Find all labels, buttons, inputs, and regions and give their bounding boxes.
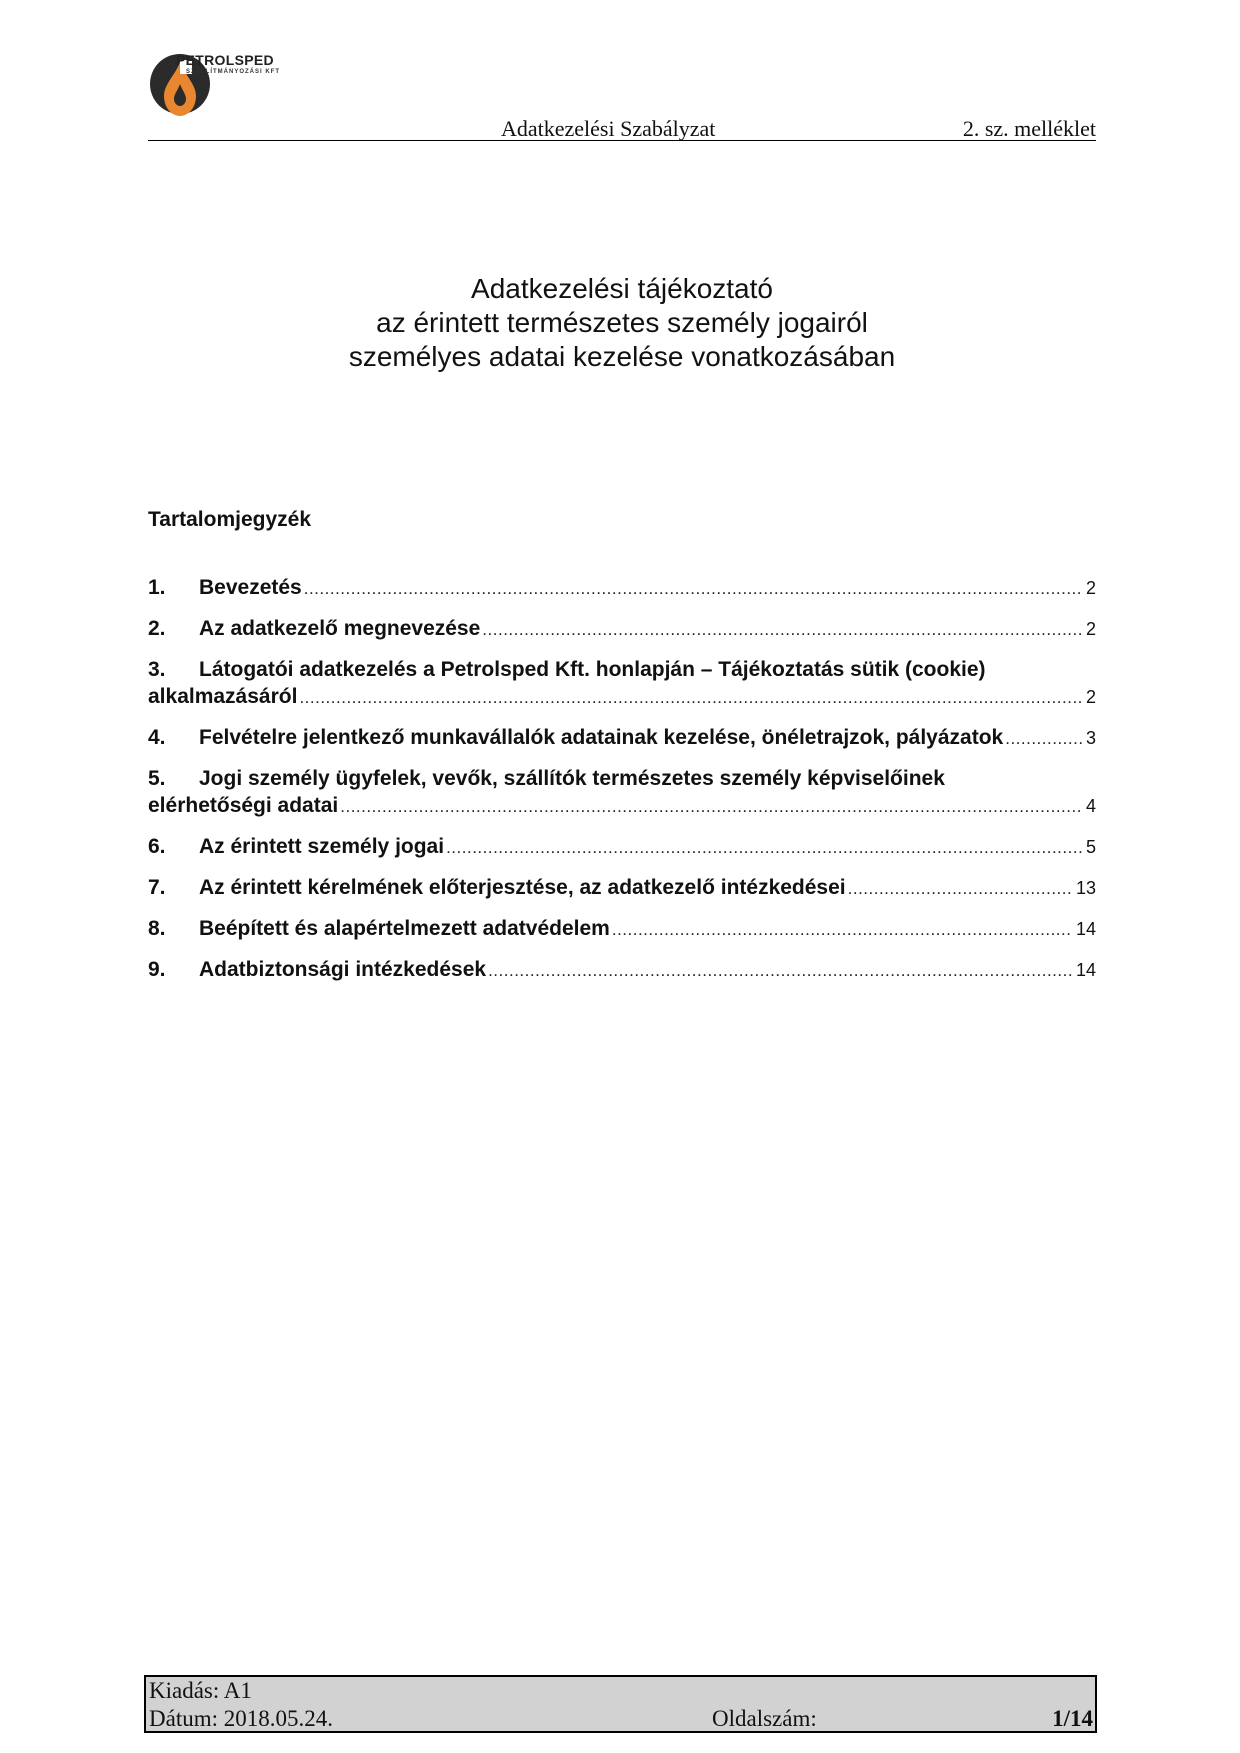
toc-entry-number: 4. <box>148 726 166 749</box>
toc-entry-title: Bevezetés <box>199 576 302 599</box>
toc-entry-7[interactable] <box>148 874 1096 902</box>
toc-entry-number: 8. <box>148 917 166 940</box>
title-line-3: személyes adatai kezelése vonatkozásában <box>348 341 896 372</box>
footer-page-label: Oldalszám: <box>712 1706 817 1731</box>
toc-entry-number: 1. <box>148 576 166 599</box>
toc-leader-dots <box>446 834 1083 861</box>
title-line-2: az érintett természetes személy jogairól <box>376 307 868 338</box>
toc-leader-dots <box>1005 725 1084 752</box>
toc-entry-title: Az érintett kérelmének előterjesztése, az adatkezelő intézkedései <box>199 876 846 899</box>
toc-entry-title: Adatbiztonsági intézkedések <box>199 958 487 981</box>
footer-page-number: 1/14 <box>1052 1706 1093 1731</box>
toc-leader-dots <box>299 684 1083 711</box>
toc-entry-page: 14 <box>1075 919 1096 939</box>
toc-entry-3[interactable] <box>148 656 1096 711</box>
toc-entry-8[interactable] <box>148 915 1096 943</box>
toc-entry-page: 2 <box>1085 687 1096 707</box>
footer-edition: Kiadás: A1 <box>149 1678 252 1703</box>
toc-heading: Tartalomjegyzék <box>148 508 312 531</box>
toc-entry-title: Felvételre jelentkező munkavállalók adatainak kezelése, önéletrajzok, pályázatok <box>199 726 1004 749</box>
toc-entry-title-continued: alkalmazásáról <box>148 685 298 708</box>
toc-entry-title: Az érintett személy jogai <box>199 835 445 858</box>
toc-entry-4[interactable] <box>148 724 1096 752</box>
page-footer <box>144 1675 1097 1733</box>
toc-leader-dots <box>482 616 1083 643</box>
toc-entry-page: 14 <box>1075 960 1096 980</box>
toc-entry-page: 3 <box>1085 728 1096 748</box>
toc-entry-title: Látogatói adatkezelés a Petrolsped Kft. honlapján – Tájékoztatás sütik (cookie) <box>199 658 986 681</box>
header-title: Adatkezelési Szabályzat <box>501 116 716 141</box>
toc-entry-page: 4 <box>1085 796 1096 816</box>
toc-entry-number: 7. <box>148 876 166 899</box>
toc-entry-number: 3. <box>148 658 166 681</box>
title-line-1: Adatkezelési tájékoztató <box>471 273 773 304</box>
toc-entry-9[interactable] <box>148 956 1096 984</box>
toc-entry-title: Jogi személy ügyfelek, vevők, szállítók természetes személy képviselőinek <box>199 767 945 790</box>
toc-entry-6[interactable] <box>148 833 1096 861</box>
logo-subtitle: SZÁLLÍTMÁNYOZÁSI KFT <box>186 69 280 75</box>
toc-leader-dots <box>612 916 1073 943</box>
table-of-contents <box>148 574 1096 997</box>
toc-entry-number: 9. <box>148 958 166 981</box>
toc-entry-page: 2 <box>1085 578 1096 598</box>
toc-entry-number: 5. <box>148 767 166 790</box>
company-logo <box>150 44 310 118</box>
toc-leader-dots <box>488 957 1073 984</box>
toc-entry-page: 13 <box>1075 878 1096 898</box>
toc-entry-5[interactable] <box>148 765 1096 820</box>
toc-entry-number: 6. <box>148 835 166 858</box>
toc-entry-number: 2. <box>148 617 166 640</box>
toc-entry-page: 5 <box>1085 837 1096 857</box>
toc-entry-title: Beépített és alapértelmezett adatvédelem <box>199 917 610 940</box>
toc-leader-dots <box>848 875 1073 902</box>
toc-entry-title-continued: elérhetőségi adatai <box>148 794 339 817</box>
header-annex: 2. sz. melléklet <box>962 116 1096 141</box>
toc-leader-dots <box>304 575 1083 602</box>
toc-entry-1[interactable] <box>148 574 1096 602</box>
toc-leader-dots <box>340 793 1083 820</box>
logo-wordmark: PETROLSPED <box>176 52 274 68</box>
toc-entry-2[interactable] <box>148 615 1096 643</box>
footer-date: Dátum: 2018.05.24. <box>149 1706 333 1731</box>
toc-entry-page: 2 <box>1085 619 1096 639</box>
document-title <box>148 272 1096 374</box>
toc-entry-title: Az adatkezelő megnevezése <box>199 617 481 640</box>
page-header <box>148 114 1096 141</box>
